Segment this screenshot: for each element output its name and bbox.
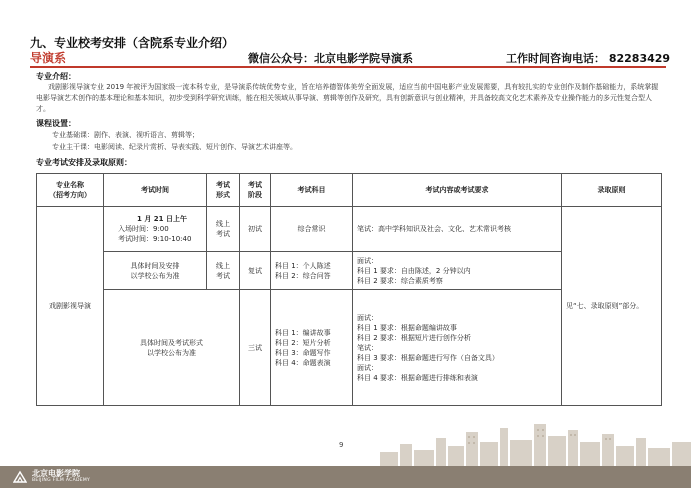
major-cell: 戏剧影视导演: [37, 207, 104, 406]
header-content: 考试内容或考试要求: [353, 174, 562, 207]
header-time: 考试时间: [104, 174, 207, 207]
wechat-account: 微信公众号：北京电影学院导演系: [248, 52, 413, 65]
table-row: [37, 207, 662, 252]
basic-courses: 专业基础课：剧作、表演、视听语言、剪辑等；: [52, 131, 199, 139]
round2-time: 具体时间及安排 以学校公布为准: [104, 252, 207, 290]
city-skyline-decoration: [380, 420, 691, 466]
round2-subject: 科目 1：个人陈述 科目 2：综合问答: [271, 252, 353, 290]
courses-label: 课程设置：: [36, 119, 76, 128]
round1-form: 线上 考试: [207, 207, 240, 252]
exam-schedule-table: [36, 173, 662, 406]
round3-content: 面试： 科目 1 要求：根据命题编讲故事 科目 2 要求：根据短片进行创作分析 笔试： 科目 3 要求：根据命题进行写作（自备文具） 面试： 科目 4 要求：根据命题进行排练和表演: [353, 290, 562, 406]
header-admission: 录取原则: [562, 174, 662, 207]
header-subject: 考试科目: [271, 174, 353, 207]
department-header: [30, 49, 671, 65]
round3-time: 具体时间及考试形式 以学校公布为准: [104, 290, 240, 406]
round2-content: 面试： 科目 1 要求：自由陈述，2 分钟以内 科目 2 要求：综合素质考察: [353, 252, 562, 290]
header-divider: [30, 66, 666, 68]
footer-band: [0, 466, 691, 488]
round2-stage: 复试: [240, 252, 271, 290]
header-stage: 考试 阶段: [240, 174, 271, 207]
film-academy-logo-icon: [13, 470, 27, 484]
page-number: 9: [339, 441, 344, 449]
round1-stage: 初试: [240, 207, 271, 252]
table-header-row: [37, 174, 662, 207]
main-courses: 专业主干课：电影阅读、纪录片赏析、导表实践、短片创作、导演艺术讲座等。: [52, 143, 297, 151]
section-title: 九、专业校考安排（含院系专业介绍）: [30, 36, 235, 50]
round3-stage: 三试: [240, 290, 271, 406]
round1-subject: 综合常识: [271, 207, 353, 252]
round1-time: 1 月 21 日上午 入场时间：9:00 考试时间：9:10-10:40: [104, 207, 207, 252]
intro-label: 专业介绍：: [36, 72, 76, 81]
header-form: 考试 形式: [207, 174, 240, 207]
round1-content: 笔试：高中学科知识及社会、文化、艺术常识考核: [353, 207, 562, 252]
contact-phone: 工作时间咨询电话： 82283429: [506, 52, 671, 65]
round3-subject: 科目 1：编讲故事 科目 2：短片分析 科目 3：命题写作 科目 4：命题表演: [271, 290, 353, 406]
footer-logo-text: 北京电影学院: [32, 469, 80, 478]
exam-schedule-label: 专业考试安排及录取原则：: [36, 158, 132, 167]
round2-form: 线上 考试: [207, 252, 240, 290]
footer-logo-subtext: BEIJING FILM ACADEMY: [32, 478, 91, 483]
admission-cell: 见“七、录取原则”部分。: [562, 207, 662, 406]
department-name: 导演系: [30, 51, 67, 65]
header-major: 专业名称 （招考方向）: [37, 174, 104, 207]
intro-text: 戏剧影视导演专业 2019 年被评为国家级一流本科专业，是导演系传统优势专业，旨在培养德智体美劳全面发展，适应当前中国电影产业发展需要，具有较扎实的专业创作及制作基础能力，系统掌握电影导演艺术创作的基本理论和基本知识，初步受到科学研究训练，能在相关领域从事导演、剪辑等创作及研究，具有创新意识与创业精神，并具备较高文化艺术素养及专业操作能力的多元性复合型人才。: [36, 83, 659, 113]
